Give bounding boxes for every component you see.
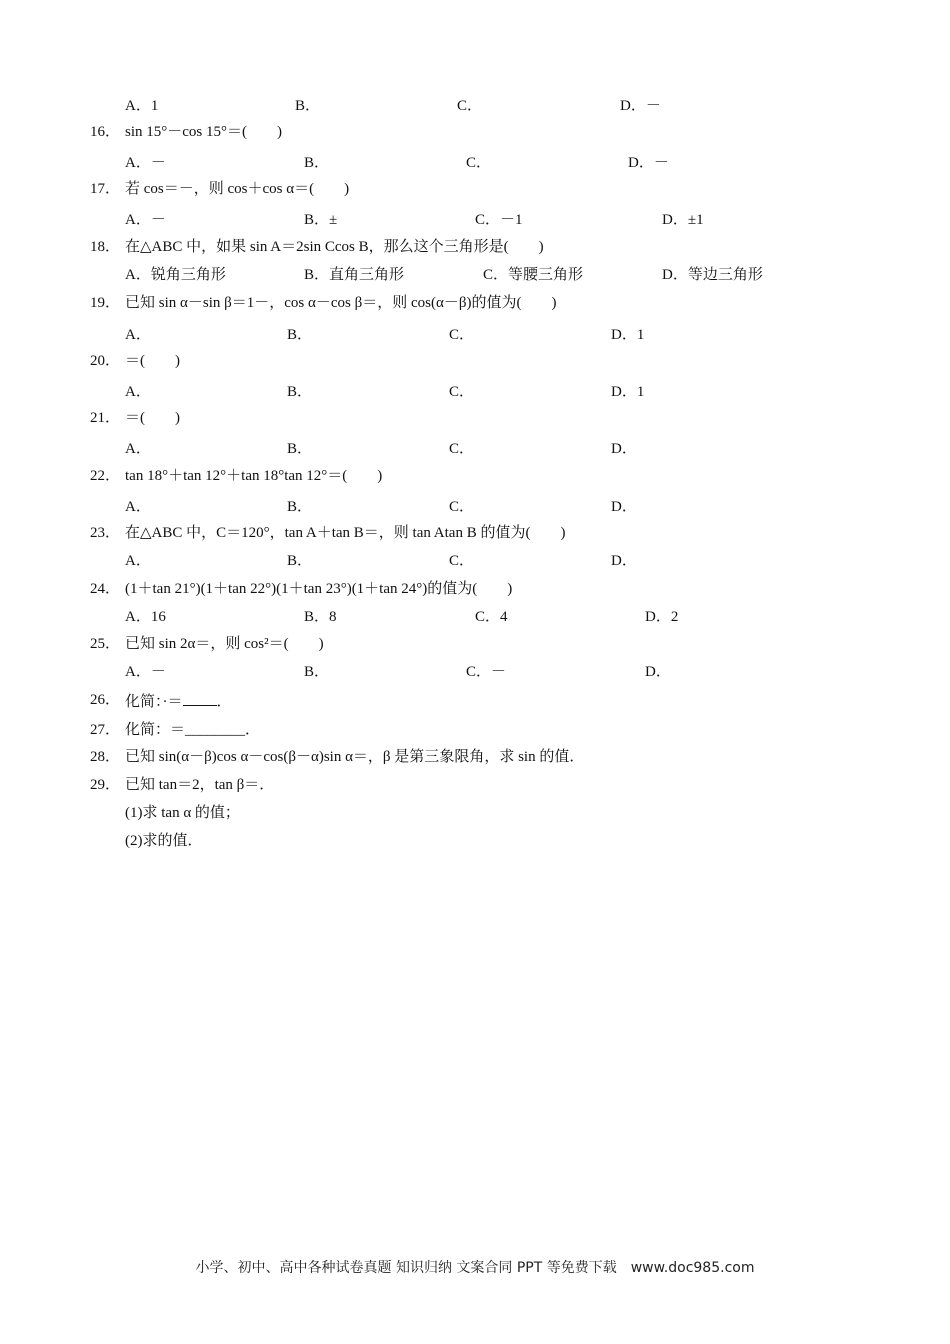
question-stem-before: 化简：·＝: [125, 694, 183, 710]
option-a: A．－: [125, 664, 166, 680]
option-d: D．1: [611, 327, 645, 343]
option-d: D．等边三角形: [662, 267, 763, 283]
question-number: 29．: [90, 777, 121, 793]
option-d: D．±1: [662, 212, 704, 228]
question-number: 28．: [90, 749, 121, 765]
option-c: C．: [457, 98, 483, 114]
option-b: B．直角三角形: [304, 267, 405, 283]
option-b: B．: [304, 664, 330, 680]
option-b: B．: [287, 441, 313, 457]
option-c: C．－: [466, 664, 507, 680]
option-a: A．－: [125, 155, 166, 171]
option-a: A．16: [125, 609, 166, 625]
option-c: C．4: [475, 609, 508, 625]
question-number: 17．: [90, 181, 121, 197]
question-stem: 在△ABC 中，C＝120°，tan A＋tan B＝，则 tan Atan B 的值为( ): [125, 525, 566, 541]
option-a: A．: [125, 327, 151, 343]
question-number: 23．: [90, 525, 121, 541]
option-d: D．－: [628, 155, 669, 171]
option-d: D．2: [645, 609, 679, 625]
question-stem: 化简：＝________．: [125, 722, 261, 738]
question-stem: ＝( ): [125, 353, 180, 369]
question-stem: 已知 sin α－sin β＝1－，cos α－cos β＝，则 cos(α－β)的值为( ): [125, 295, 557, 311]
option-d: D．: [611, 441, 637, 457]
option-c: C．: [449, 327, 475, 343]
option-b: B．: [287, 327, 313, 343]
option-c: C．: [449, 499, 475, 515]
option-b: B．: [304, 155, 330, 171]
question-stem: 已知 tan＝2，tan β＝．: [125, 777, 275, 793]
option-b: B．: [287, 384, 313, 400]
question-number: 24．: [90, 581, 121, 597]
question-number: 18．: [90, 239, 121, 255]
option-d: D．: [611, 553, 637, 569]
question-number: 25．: [90, 636, 121, 652]
question-stem-after: ．: [216, 694, 232, 710]
option-b: B．: [287, 499, 313, 515]
question-stem: sin 15°－cos 15°＝( ): [125, 124, 282, 140]
question-stem: tan 18°＋tan 12°＋tan 18°tan 12°＝( ): [125, 468, 383, 484]
question-stem: (1＋tan 21°)(1＋tan 22°)(1＋tan 23°)(1＋tan 24°)的值为( ): [125, 581, 513, 597]
option-a: A．: [125, 553, 151, 569]
question-number: 27．: [90, 722, 121, 738]
question-stem: [125, 691, 232, 711]
option-b: B．8: [304, 609, 337, 625]
option-c: C．: [449, 553, 475, 569]
sub-question: (2)求的值．: [125, 833, 203, 849]
option-a: A．1: [125, 98, 159, 114]
option-c: C．: [449, 384, 475, 400]
option-c: C．: [449, 441, 475, 457]
option-a: A．: [125, 441, 151, 457]
option-b: B．: [295, 98, 321, 114]
question-number: 16．: [90, 124, 121, 140]
option-a: A．锐角三角形: [125, 267, 226, 283]
question-number: 19．: [90, 295, 121, 311]
question-number: 22．: [90, 468, 121, 484]
question-stem: ＝( ): [125, 410, 180, 426]
option-c: C．－1: [475, 212, 523, 228]
option-a: A．: [125, 384, 151, 400]
option-c: C．等腰三角形: [483, 267, 584, 283]
option-a: A．－: [125, 212, 166, 228]
option-b: B．: [287, 553, 313, 569]
option-c: C．: [466, 155, 492, 171]
question-stem: 已知 sin 2α＝，则 cos²＝( ): [125, 636, 324, 652]
question-number: 20．: [90, 353, 121, 369]
question-stem: 已知 sin(α－β)cos α－cos(β－α)sin α＝，β 是第三象限角，求 sin 的值．: [125, 749, 585, 765]
question-stem: 若 cos＝－，则 cos＋cos α＝( ): [125, 181, 350, 197]
sub-question: (1)求 tan α 的值；: [125, 805, 240, 821]
option-b: B．±: [304, 212, 338, 228]
option-a: A．: [125, 499, 151, 515]
option-d: D．1: [611, 384, 645, 400]
option-d: D．: [611, 499, 637, 515]
question-number: 26．: [90, 692, 121, 708]
page-footer: 小学、初中、高中各种试卷真题 知识归纳 文案合同 PPT 等免费下载 www.doc985.com: [195, 1260, 755, 1276]
option-d: D．: [645, 664, 671, 680]
option-d: D．－: [620, 98, 661, 114]
question-number: 21．: [90, 410, 121, 426]
answer-blank: [183, 691, 217, 706]
question-stem: 在△ABC 中，如果 sin A＝2sin Ccos B，那么这个三角形是( ): [125, 239, 544, 255]
